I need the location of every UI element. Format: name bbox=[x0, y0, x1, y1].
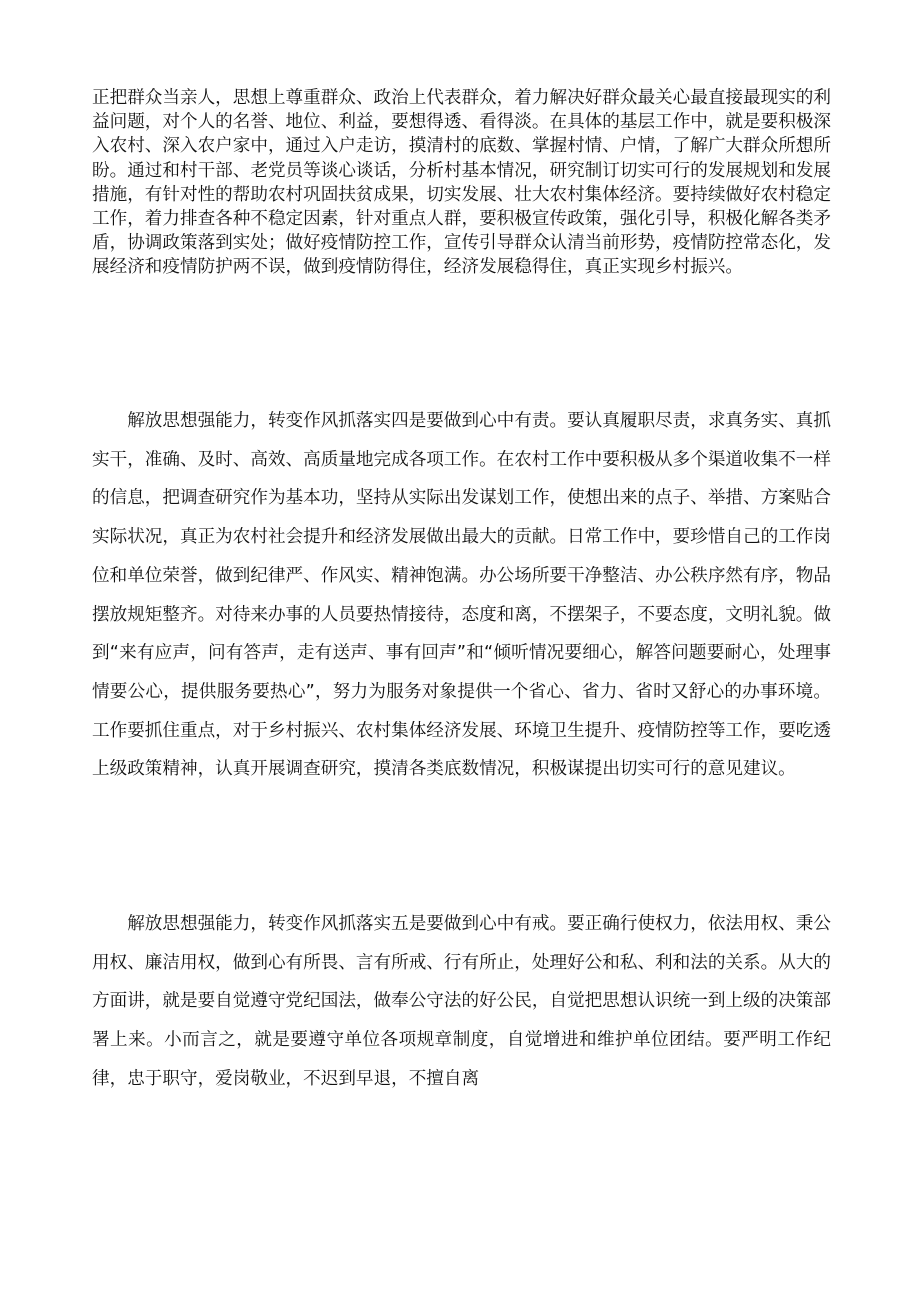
paragraph-duty: 解放思想强能力，转变作风抓落实四是要做到心中有责。要认真履职尽责，求真务实、真抓实干，准确、及时、高效、高质量地完成各项工作。在农村工作中要积极从多个渠道收集不一样的信息，把调查研究作为基本功，坚持从实际出发谋划工作，使想出来的点子、举措、方案贴合实际状况，真正为农村社会提升和经济发展做出最大的贡献。日常工作中，要珍惜自己的工作岗位和单位荣誉，做到纪律严、作风实、精神饱满。办公场所要干净整洁、办公秩序然有序，物品摆放规矩整齐。对待来办事的人员要热情接待，态度和离，不摆架子，不要态度，文明礼貌。做到“来有应声，问有答声，走有送声、事有回声”和“倾听情况要细心，解答问题要耐心，处理事情要公心，提供服务要热心”，努力为服务对象提供一个省心、省力、省时又舒心的办事环境。工作要抓住重点，对于乡村振兴、农村集体经济发展、环境卫生提升、疫情防控等工作，要吃透上级政策精神，认真开展调查研究，摸清各类底数情况，积极谋提出切实可行的意见建议。 bbox=[92, 411, 831, 780]
paragraph-discipline: 解放思想强能力，转变作风抓落实五是要做到心中有戒。要正确行使权力，依法用权、秉公用权、廉洁用权，做到心有所畏、言有所戒、行有所止，处理好公和私、利和法的关系。从大的方面讲，就是要自觉遵守党纪国法，做奉公守法的好公民，自觉把思想认识统一到上级的决策部署上来。小而言之，就是要遵守单位各项规章制度，自觉增进和维护单位团结。要严明工作纪律，忠于职守，爱岗敬业，不迟到早退，不擅自离 bbox=[92, 914, 831, 1089]
paragraph-continued: 正把群众当亲人，思想上尊重群众、政治上代表群众，着力解决好群众最关心最直接最现实的利益问题，对个人的名誉、地位、利益，要想得透、看得淡。在具体的基层工作中，就是要积极深入农村、深入农户家中，通过入户走访，摸清村的底数、掌握村情、户情，了解广大群众所想所盼。通过和村干部、老党员等谈心谈话，分析村基本情况，研究制订切实可行的发展规划和发展措施，有针对性的帮助农村巩固扶贫成果，切实发展、壮大农村集体经济。要持续做好农村稳定工作，着力排查各种不稳定因素，针对重点人群，要积极宣传政策，强化引导，积极化解各类矛盾，协调政策落到实处；做好疫情防控工作，宣传引导群众认清当前形势，疫情防控常态化，发展经济和疫情防护两不误，做到疫情防得住，经济发展稳得住，真正实现乡村振兴。 bbox=[92, 88, 831, 278]
